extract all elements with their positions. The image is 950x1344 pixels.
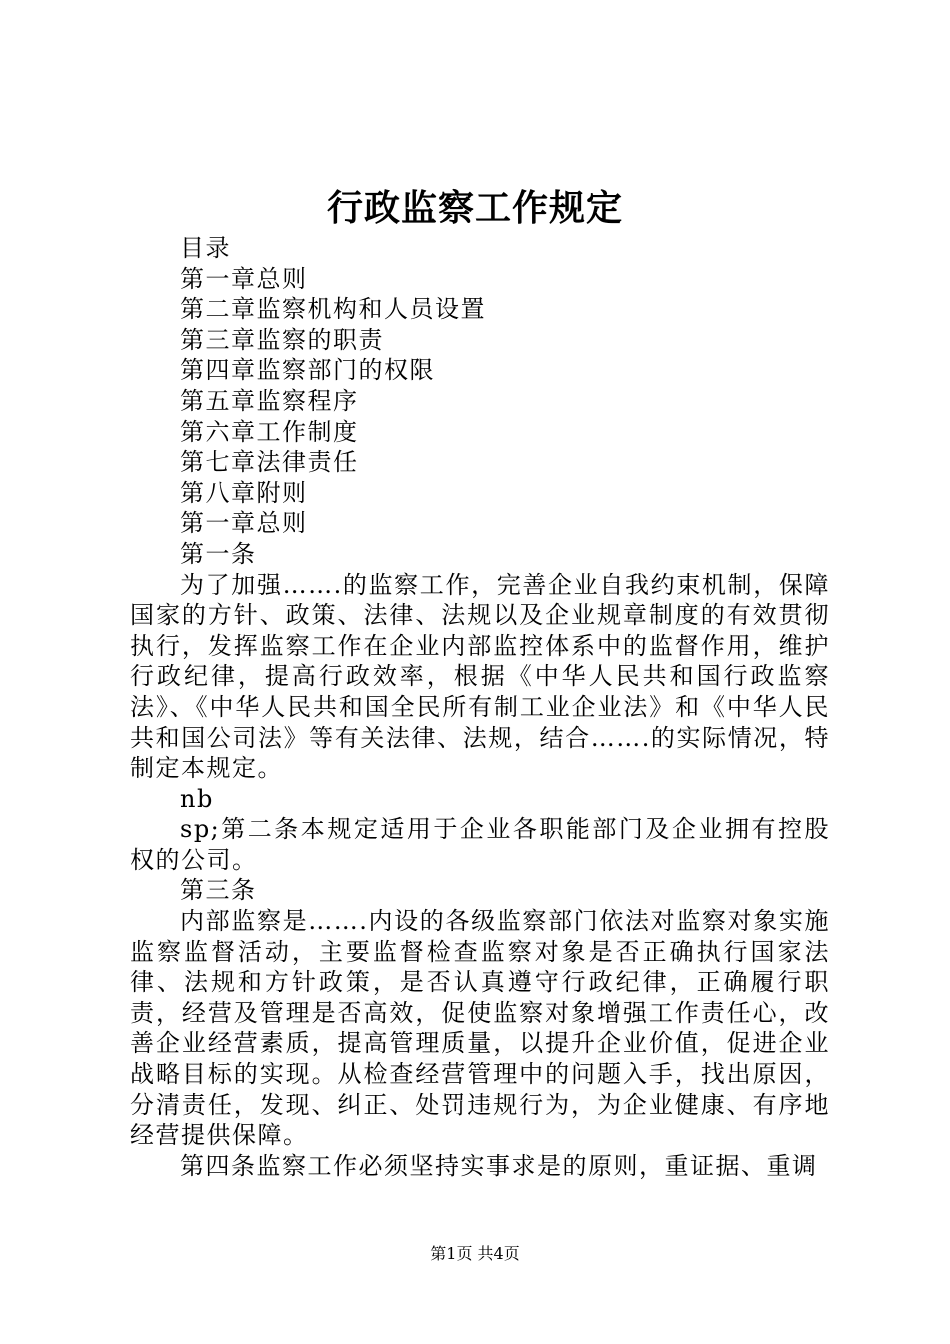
toc-heading: 目录 [180, 234, 231, 262]
toc-item: 第二章监察机构和人员设置 [180, 295, 486, 324]
document-body [130, 233, 830, 1181]
article-heading: 第一条 [180, 539, 257, 568]
toc-item: 第七章法律责任 [180, 448, 359, 477]
toc-item: 第五章监察程序 [180, 386, 359, 415]
article-paragraph: 第四条监察工作必须坚持实事求是的原则，重证据、重调 [180, 1151, 818, 1180]
page-footer: 第1页 共4页 [430, 1244, 520, 1263]
chapter-heading: 第一章总则 [180, 509, 308, 538]
toc-item: 第六章工作制度 [180, 417, 359, 446]
document-title: 行政监察工作规定 [326, 187, 623, 229]
toc-item: 第一章总则 [180, 264, 308, 293]
article-paragraph: 内部监察是…….内设的各级监察部门依法对监察对象实施监察监督活动，主要监督检查监察对象是否正确执行国家法律、法规和方针政策，是否认真遵守行政纪律，正确履行职责，经营及管理是否高效，促使监察对象增强工作责任心，改善企业经营素质，提高管理质量，以提升企业价值，促进企业战略目标的实现。从检查经营管理中的问题入手，找出原因，分清责任，发现、纠正、处罚违规行为，为企业健康、有序地经营提供保障。 [130, 907, 830, 1150]
article-paragraph: 为了加强…….的监察工作，完善企业自我约束机制，保障国家的方针、政策、法律、法规以及企业规章制度的有效贯彻执行，发挥监察工作在企业内部监控体系中的监督作用，维护行政纪律，提高行政效率，根据《中华人民共和国行政监察法》、《中华人民共和国全民所有制工业企业法》和《中华人民共和国公司法》等有关法律、法规，结合…….的实际情况，特制定本规定。 [130, 570, 830, 783]
nb-fragment: nb [180, 784, 214, 813]
toc-item: 第四章监察部门的权限 [180, 356, 435, 385]
toc-item: 第三章监察的职责 [180, 325, 384, 354]
article-paragraph: sp;第二条本规定适用于企业各职能部门及企业拥有控股权的公司。 [130, 815, 830, 874]
article-heading: 第三条 [180, 876, 257, 905]
toc-item: 第八章附则 [180, 478, 308, 507]
